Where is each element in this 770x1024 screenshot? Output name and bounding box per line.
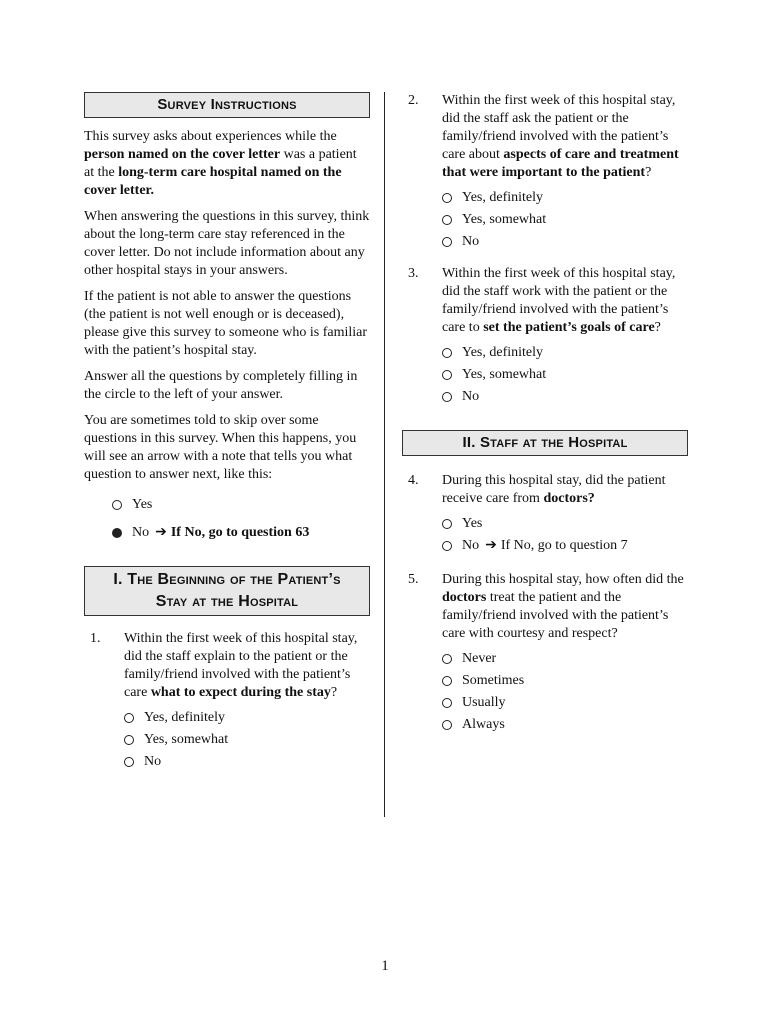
- radio-icon[interactable]: [442, 698, 452, 708]
- answer-option[interactable]: No: [442, 231, 688, 253]
- radio-icon[interactable]: [442, 519, 452, 529]
- answer-option[interactable]: Sometimes: [442, 670, 688, 692]
- instructions-paragraph-4: Answer all the questions by completely filling in the circle to the left of your answer.: [84, 369, 358, 402]
- question-1-text: Within the first week of this hospital stay, did the staff explain to the patient or the family/friend involved with the patient’s care what to expect during the stay?: [124, 631, 358, 700]
- radio-icon[interactable]: [442, 676, 452, 686]
- example-option-no: No ➔ If No, go to question 63: [112, 522, 370, 544]
- section-2-heading: II. Staff at the Hospital: [402, 430, 688, 456]
- question-3-text: Within the first week of this hospital stay, did the staff work with the patient or the family/friend involved with the patient’s care to set the patient’s goals of care?: [442, 266, 676, 335]
- answer-option[interactable]: Yes, definitely: [442, 342, 688, 364]
- answer-option[interactable]: No: [124, 751, 370, 773]
- radio-icon[interactable]: [442, 237, 452, 247]
- radio-icon[interactable]: [442, 720, 452, 730]
- question-5: 5. During this hospital stay, how often did the doctors treat the patient and the family/friend involved with the patient’s care with courtesy and respect? Never Sometimes Usually Always: [402, 571, 688, 736]
- page-number: 1: [381, 958, 389, 974]
- answer-option[interactable]: No: [442, 386, 688, 408]
- right-column: [402, 92, 688, 736]
- column-divider: [384, 92, 385, 817]
- question-4-options: [442, 513, 688, 557]
- radio-icon[interactable]: [442, 654, 452, 664]
- instructions-paragraph-3: If the patient is not able to answer the questions (the patient is not well enough or is deceased), please give this survey to someone who is familiar with the patient’s hospital stay.: [84, 289, 368, 358]
- question-1: 1. Within the first week of this hospital stay, did the staff explain to the patient or the family/friend involved with the patient’s care what to expect during the stay? Yes, definitely Yes, somewhat No: [84, 630, 370, 773]
- question-4-text: During this hospital stay, did the patient receive care from doctors?: [442, 473, 666, 506]
- radio-filled-icon: [112, 528, 122, 538]
- example-option-yes: Yes: [112, 494, 370, 516]
- question-5-options: [442, 648, 688, 736]
- question-4: 4. During this hospital stay, did the patient receive care from doctors? Yes No ➔ If No, go to question 7: [402, 472, 688, 557]
- question-3: 3. Within the first week of this hospital stay, did the staff work with the patient or the family/friend involved with the patient’s care to set the patient’s goals of care? Yes, definitely Yes, somewhat No: [402, 265, 688, 408]
- radio-empty-icon: [112, 500, 122, 510]
- arrow-right-icon: ➔: [155, 525, 167, 540]
- radio-icon[interactable]: [442, 348, 452, 358]
- radio-icon[interactable]: [124, 757, 134, 767]
- radio-icon[interactable]: [124, 735, 134, 745]
- instructions-paragraph-1: This survey asks about experiences while the person named on the cover letter was a patient at the long-term care hospital named on the cover letter.: [84, 129, 357, 198]
- answer-option[interactable]: No ➔ If No, go to question 7: [442, 535, 688, 557]
- answer-option[interactable]: Usually: [442, 692, 688, 714]
- question-3-options: [442, 342, 688, 408]
- question-1-options: [124, 707, 370, 773]
- answer-option[interactable]: Yes, definitely: [124, 707, 370, 729]
- answer-option[interactable]: Yes, somewhat: [442, 364, 688, 386]
- section-1-heading: I. The Beginning of the Patient’s Stay at the Hospital: [84, 566, 370, 616]
- answer-option[interactable]: Yes, somewhat: [124, 729, 370, 751]
- radio-icon[interactable]: [442, 370, 452, 380]
- survey-instructions-heading: Survey Instructions: [84, 92, 370, 118]
- radio-icon[interactable]: [442, 541, 452, 551]
- arrow-right-icon: ➔: [485, 538, 497, 553]
- instructions-paragraph-5: You are sometimes told to skip over some questions in this survey. When this happens, you will see an arrow with a note that tells you what question to answer next, like this:: [84, 413, 357, 482]
- answer-option[interactable]: Always: [442, 714, 688, 736]
- question-2-text: Within the first week of this hospital stay, did the staff ask the patient or the family/friend involved with the patient’s care about aspects of care and treatment that were important to the patient?: [442, 93, 679, 180]
- question-2-options: [442, 187, 688, 253]
- radio-icon[interactable]: [442, 193, 452, 203]
- answer-option[interactable]: Never: [442, 648, 688, 670]
- answer-option[interactable]: Yes, definitely: [442, 187, 688, 209]
- question-2: 2. Within the first week of this hospital stay, did the staff ask the patient or the family/friend involved with the patient’s care about aspects of care and treatment that were important to the patient? Yes, definitely Yes, somewhat No: [402, 92, 688, 253]
- radio-icon[interactable]: [442, 392, 452, 402]
- radio-icon[interactable]: [124, 713, 134, 723]
- skip-example: [84, 494, 370, 544]
- answer-option[interactable]: Yes, somewhat: [442, 209, 688, 231]
- instructions-paragraph-2: When answering the questions in this survey, think about the long-term care stay referenced in the cover letter. Do not include information about any other hospital stays in your answers.: [84, 209, 370, 278]
- answer-option[interactable]: Yes: [442, 513, 688, 535]
- question-5-text: During this hospital stay, how often did the doctors treat the patient and the family/friend involved with the patient’s care with courtesy and respect?: [442, 572, 684, 641]
- left-column: [84, 92, 370, 773]
- radio-icon[interactable]: [442, 215, 452, 225]
